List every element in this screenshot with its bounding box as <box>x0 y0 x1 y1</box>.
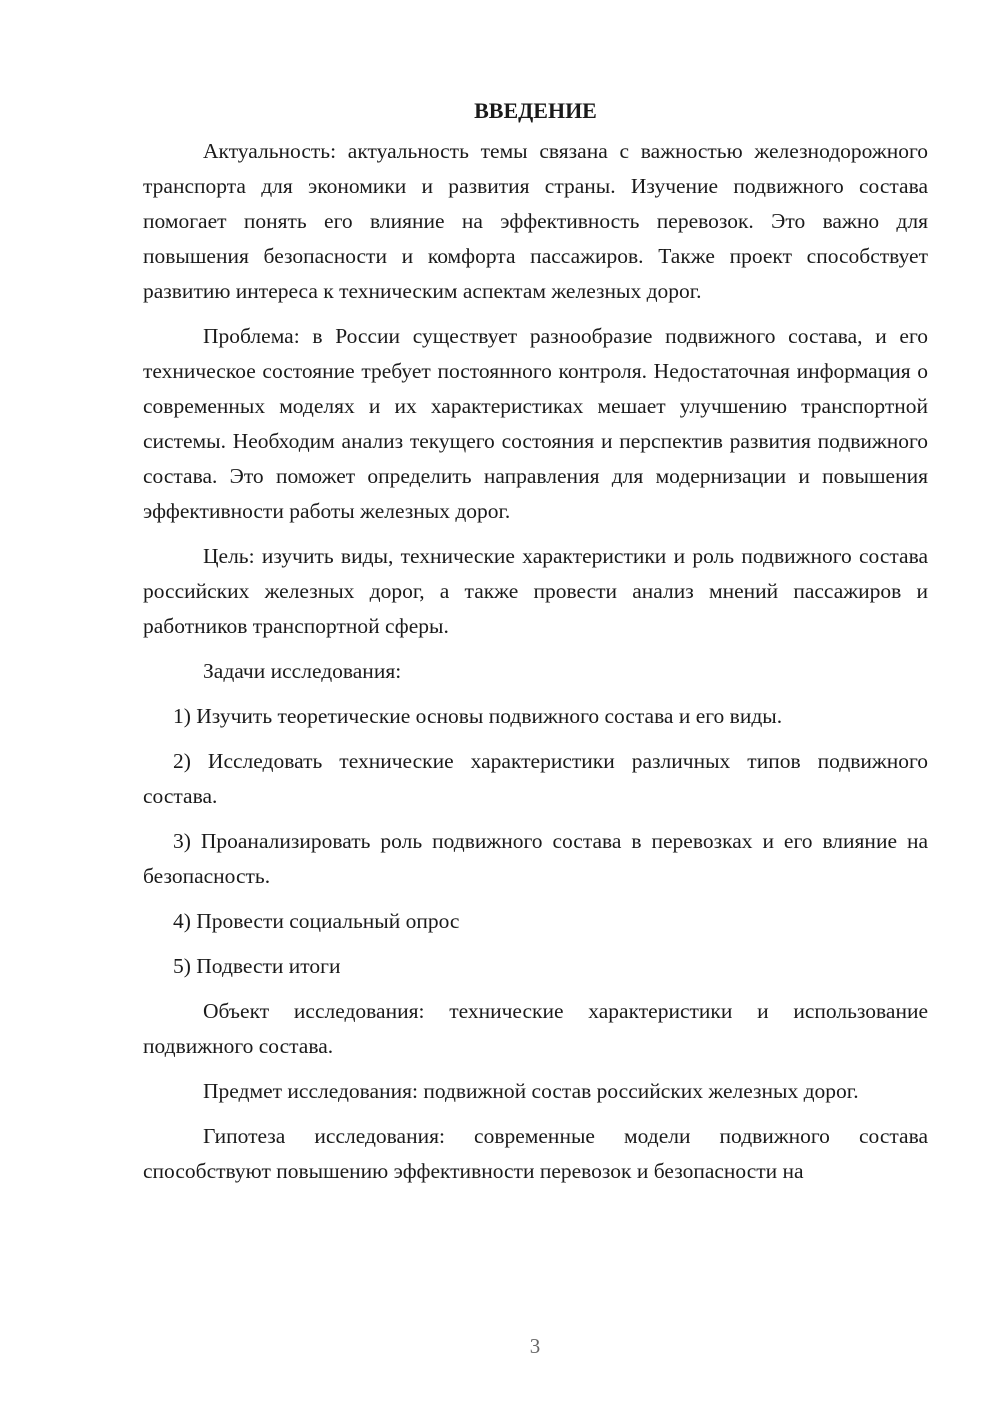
paragraph-hypothesis: Гипотеза исследования: современные модели подвижного состава способствуют повышению эффективности перевозок и безопасности на <box>143 1124 928 1183</box>
list-item: 5) Подвести итоги <box>173 954 341 978</box>
list-item: 3) Проанализировать роль подвижного состава в перевозках и его влияние на безопасность. <box>143 829 928 888</box>
list-item: 4) Провести социальный опрос <box>173 909 460 933</box>
paragraph-subject: Предмет исследования: подвижной состав российских железных дорог. <box>203 1079 859 1103</box>
paragraph-problem: Проблема: в России существует разнообразие подвижного состава, и его техническое состояние требует постоянного контроля. Недостаточная информация о современных моделях и их характеристиках мешает улучшению транспортной системы. Необходим анализ текущего состояния и перспектив развития подвижного состава. Это поможет определить направления для модернизации и повышения эффективности работы железных дорог. <box>143 324 928 523</box>
paragraph-object: Объект исследования: технические характеристики и использование подвижного состава. <box>143 999 928 1058</box>
paragraph-goal: Цель: изучить виды, технические характеристики и роль подвижного состава российских железных дорог, а также провести анализ мнений пассажиров и работников транспортной сферы. <box>143 544 928 638</box>
paragraph-tasks-heading: Задачи исследования: <box>203 659 402 683</box>
paragraph-relevance: Актуальность: актуальность темы связана с важностью железнодорожного транспорта для экономики и развития страны. Изучение подвижного состава помогает понять его влияние на эффективность перевозок. Это важно для повышения безопасности и комфорта пассажиров. Также проект способствует развитию интереса к техническим аспектам железных дорог. <box>143 139 928 303</box>
list-item: 2) Исследовать технические характеристики различных типов подвижного состава. <box>143 749 928 808</box>
page-title: ВВЕДЕНИЕ <box>474 98 597 123</box>
list-item: 1) Изучить теоретические основы подвижного состава и его виды. <box>173 704 783 728</box>
page-number: 3 <box>529 1334 541 1358</box>
document-page <box>143 96 928 1199</box>
